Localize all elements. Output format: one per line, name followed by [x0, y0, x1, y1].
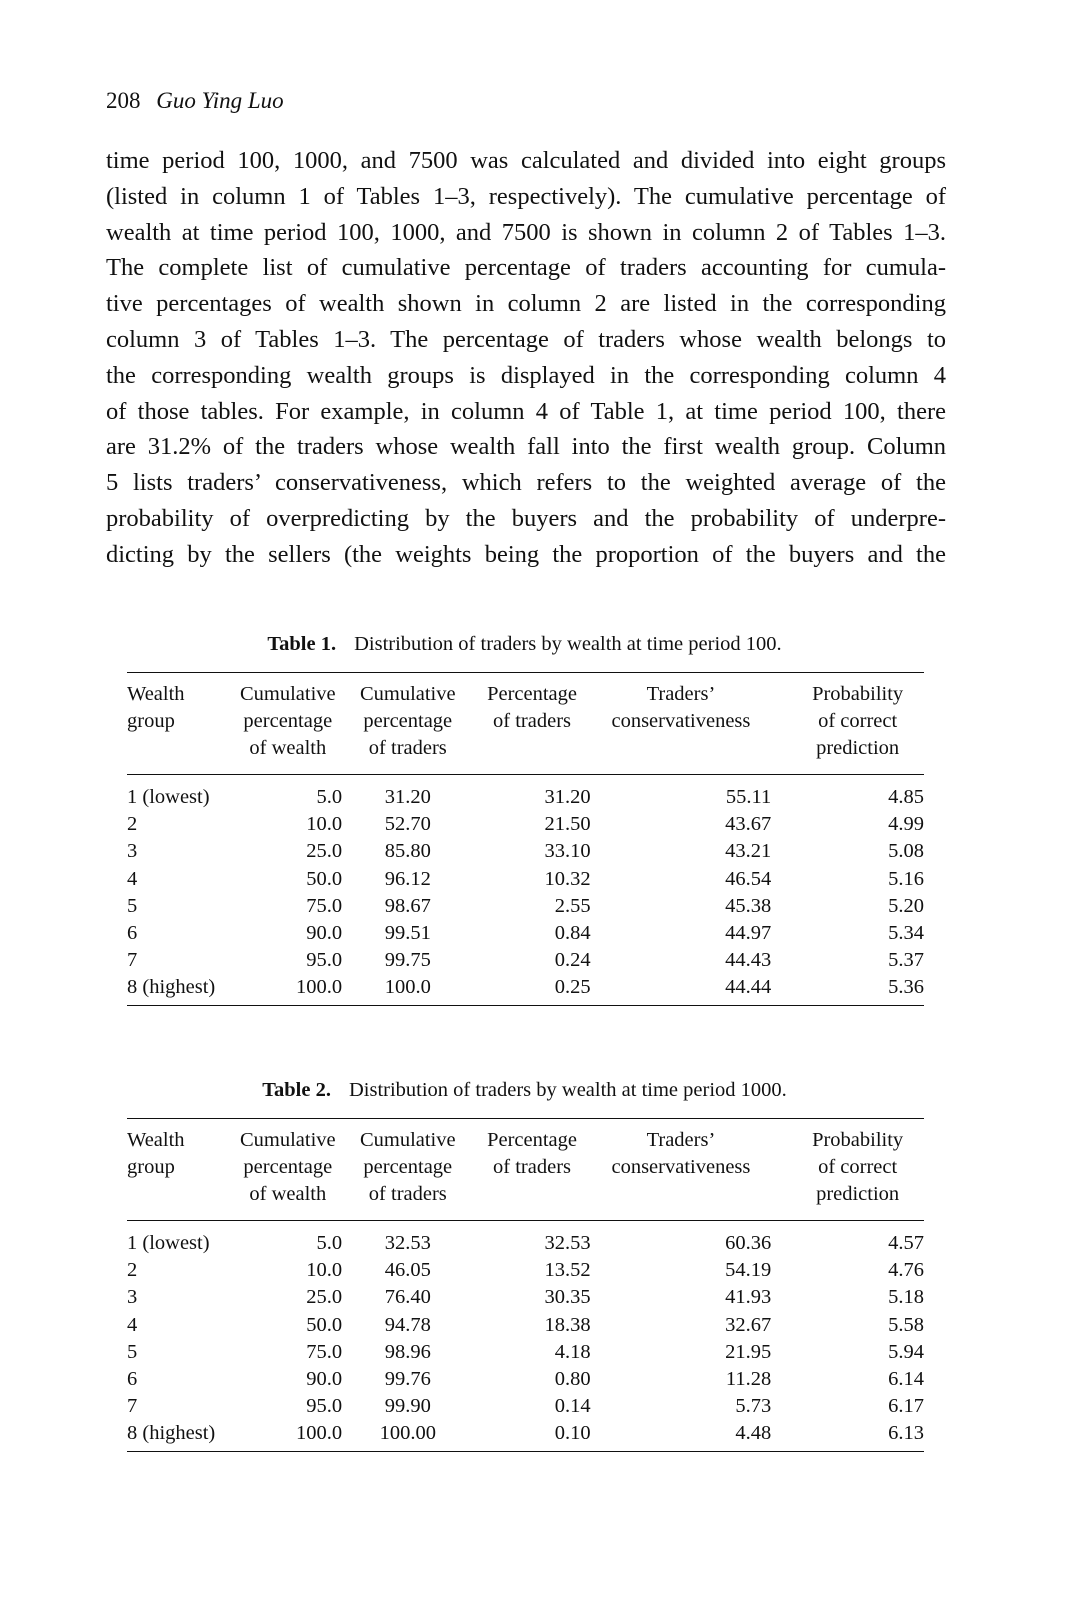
table-cell: 18.38 — [544, 1313, 591, 1336]
column-header-line: prediction — [816, 1183, 900, 1205]
column-header-line: of traders — [368, 1183, 447, 1205]
table-cell: 6 — [127, 1368, 138, 1391]
table-cell: 33.10 — [544, 840, 591, 863]
table-cell: 0.24 — [554, 949, 591, 972]
table-row — [127, 838, 924, 865]
table-cell: 5.16 — [888, 867, 924, 890]
table-cell: 32.53 — [384, 1232, 431, 1254]
body-line: are 31.2% of the traders whose wealth fall into the first wealth group. Column — [106, 433, 946, 461]
table-cell: 3 — [127, 1286, 138, 1309]
table-cell: 5.37 — [888, 949, 924, 972]
table-cell: 6.14 — [888, 1368, 924, 1391]
table-cell: 5.73 — [735, 1395, 772, 1418]
table-cell: 44.43 — [725, 949, 772, 972]
table-cell: 13.52 — [544, 1259, 591, 1282]
table-cell: 11.28 — [725, 1368, 772, 1391]
body-line: wealth at time period 100, 1000, and 7500 is shown in column 2 of Tables 1–3. — [106, 218, 946, 246]
table-cell: 5.94 — [888, 1340, 924, 1363]
column-header-line: Probability — [812, 1129, 904, 1151]
column-header — [473, 1119, 590, 1221]
table-row — [127, 1393, 924, 1420]
table-label: Table 1. — [267, 633, 337, 655]
table-cell: 95.0 — [306, 1395, 343, 1418]
table-cell: 43.67 — [725, 813, 772, 836]
table-cell: 99.51 — [384, 922, 431, 945]
table-cell: 3 — [127, 840, 138, 863]
table-cell: 32.67 — [725, 1313, 772, 1336]
column-header-line: Cumulative — [239, 1129, 336, 1151]
column-header — [771, 1119, 924, 1221]
column-header-line — [127, 735, 234, 762]
table-cell: 8 (highest) — [127, 1420, 234, 1451]
table-cell: 90.0 — [306, 1368, 343, 1391]
column-header-line: group — [127, 710, 175, 732]
table-row — [127, 1420, 924, 1451]
column-header-line — [591, 735, 772, 762]
table-cell: 98.67 — [384, 894, 431, 917]
table-cell: 5.0 — [316, 786, 343, 808]
table-row — [127, 920, 924, 947]
table-caption-text: Distribution of traders by wealth at time period 1000. — [348, 1079, 787, 1101]
column-header-line: Traders’ — [646, 1129, 716, 1151]
table-cell: 25.0 — [306, 840, 343, 863]
table-row — [127, 866, 924, 893]
table-cell: 4.76 — [888, 1259, 924, 1282]
table-cell: 2.55 — [554, 894, 591, 917]
table-cell: 100.0 — [234, 1420, 343, 1451]
table-row — [127, 1339, 924, 1366]
column-header-line: of wealth — [249, 737, 327, 759]
table-cell: 6 — [127, 922, 138, 945]
table-cell: 7 — [127, 949, 138, 972]
page-number: 208 — [106, 88, 141, 113]
table-cell: 0.80 — [554, 1368, 591, 1391]
table-cell: 10.0 — [306, 1259, 343, 1282]
table-cell: 10.0 — [306, 813, 343, 836]
column-header-line: percentage — [243, 710, 333, 732]
column-header — [127, 673, 234, 775]
column-header-line: Percentage — [487, 683, 577, 705]
column-header-line: Cumulative — [359, 1129, 456, 1151]
table-cell: 41.93 — [725, 1286, 772, 1309]
table-cell: 21.50 — [544, 813, 591, 836]
table-cell: 6.13 — [771, 1420, 924, 1451]
table-cell: 0.25 — [473, 974, 590, 1005]
table-row — [127, 893, 924, 920]
table-cell: 4.85 — [888, 786, 924, 808]
column-header-line: prediction — [816, 737, 900, 759]
column-header — [771, 673, 924, 775]
table-cell: 2 — [127, 1259, 138, 1282]
column-header-line: percentage — [363, 1156, 453, 1178]
table-cell: 43.21 — [725, 840, 772, 863]
table-cell: 100.00 — [342, 1420, 473, 1451]
table-cell: 5 — [127, 1340, 138, 1363]
table-cell: 45.38 — [725, 894, 772, 917]
table-cell: 52.70 — [384, 813, 431, 836]
table-cell: 6.17 — [888, 1395, 924, 1418]
column-header-line: conservativeness — [611, 710, 751, 732]
column-header-line — [473, 735, 590, 762]
table-cell: 25.0 — [306, 1286, 343, 1309]
body-line: of those tables. For example, in column 4 of Table 1, at time period 100, there — [106, 397, 946, 425]
column-header-line: Cumulative — [239, 683, 336, 705]
table-label: Table 2. — [262, 1079, 331, 1101]
column-header — [473, 673, 590, 775]
column-header-line: percentage — [363, 710, 453, 732]
table-cell: 4.18 — [554, 1340, 591, 1363]
column-header-line: Probability — [812, 683, 904, 705]
table-cell: 95.0 — [306, 949, 343, 972]
table-row — [127, 1284, 924, 1311]
table-header-row — [127, 673, 924, 775]
table-cell: 76.40 — [384, 1286, 431, 1309]
table-cell: 5.58 — [888, 1313, 924, 1336]
table-cell: 1 (lowest) — [127, 1232, 210, 1254]
table-row — [127, 1221, 924, 1258]
column-header-line: Percentage — [487, 1129, 577, 1151]
table-cell: 50.0 — [306, 867, 343, 890]
body-line: (listed in column 1 of Tables 1–3, respectively). The cumulative percentage of — [106, 182, 946, 210]
table-cell: 21.95 — [725, 1340, 772, 1363]
column-header — [342, 673, 473, 775]
column-header-line: of traders — [368, 737, 447, 759]
table-cell: 1 (lowest) — [127, 786, 210, 808]
table-cell: 98.96 — [384, 1340, 431, 1363]
table-cell: 8 (highest) — [127, 974, 234, 1005]
column-header-line: of traders — [493, 1156, 572, 1178]
column-header — [234, 1119, 343, 1221]
table-cell: 5.18 — [888, 1286, 924, 1309]
column-header — [234, 673, 343, 775]
body-line: The complete list of cumulative percentage of traders accounting for cumula- — [106, 254, 946, 282]
table-cell: 0.14 — [554, 1395, 591, 1418]
body-line: dicting by the sellers (the weights being the proportion of the buyers and the — [106, 540, 946, 568]
data-table — [127, 672, 924, 1006]
body-line: tive percentages of wealth shown in column 2 are listed in the corresponding — [106, 290, 946, 318]
data-table — [127, 1118, 924, 1452]
table-cell: 0.84 — [554, 922, 591, 945]
table-cell: 31.20 — [544, 786, 591, 808]
table-cell: 4.99 — [888, 813, 924, 836]
table-header-row — [127, 1119, 924, 1221]
body-line: 5 lists traders’ conservativeness, which refers to the weighted average of the — [106, 469, 946, 497]
column-header — [591, 1119, 772, 1221]
body-line: the corresponding wealth groups is displayed in the corresponding column 4 — [106, 361, 946, 389]
table-row — [127, 811, 924, 838]
column-header-line: of wealth — [249, 1183, 327, 1205]
table-cell: 5.36 — [771, 974, 924, 1005]
column-header-line — [473, 1181, 590, 1208]
table-cell: 54.19 — [725, 1259, 772, 1282]
table-cell: 4.48 — [591, 1420, 772, 1451]
column-header-line: of correct — [818, 710, 898, 732]
table-cell: 99.75 — [384, 949, 431, 972]
body-line: column 3 of Tables 1–3. The percentage of traders whose wealth belongs to — [106, 325, 946, 353]
table-cell: 44.97 — [725, 922, 772, 945]
column-header-line: percentage — [243, 1156, 333, 1178]
table-cell: 4.57 — [888, 1232, 924, 1254]
column-header-line: conservativeness — [611, 1156, 751, 1178]
table-row — [127, 947, 924, 974]
table-caption-text: Distribution of traders by wealth at time period 100. — [354, 633, 782, 655]
column-header-line: Cumulative — [359, 683, 456, 705]
table-cell: 7 — [127, 1395, 138, 1418]
table-cell: 90.0 — [306, 922, 343, 945]
table-cell: 5.34 — [888, 922, 924, 945]
column-header — [342, 1119, 473, 1221]
table-cell: 100.0 — [234, 974, 343, 1005]
table-cell: 46.05 — [384, 1259, 431, 1282]
table-cell: 60.36 — [725, 1232, 772, 1254]
table-cell: 96.12 — [384, 867, 431, 890]
table-cell: 4 — [127, 1313, 138, 1336]
body-paragraph — [106, 143, 946, 573]
column-header-line: group — [127, 1156, 175, 1178]
running-head — [106, 86, 284, 116]
table-cell: 94.78 — [384, 1313, 431, 1336]
table-cell: 50.0 — [306, 1313, 343, 1336]
table-cell: 55.11 — [725, 786, 772, 808]
table-cell: 31.20 — [384, 786, 431, 808]
table-cell: 5.20 — [888, 894, 924, 917]
table-cell: 4 — [127, 867, 138, 890]
table-cell: 5.0 — [316, 1232, 343, 1254]
column-header-line: Traders’ — [646, 683, 716, 705]
table-row — [127, 1257, 924, 1284]
table-row — [127, 974, 924, 1005]
body-line: time period 100, 1000, and 7500 was calculated and divided into eight groups — [106, 147, 946, 174]
column-header — [591, 673, 772, 775]
table-cell: 5.08 — [888, 840, 924, 863]
table-cell: 44.44 — [591, 974, 772, 1005]
body-line: probability of overpredicting by the buyers and the probability of underpre- — [106, 504, 946, 532]
column-header — [127, 1119, 234, 1221]
table-cell: 10.32 — [544, 867, 591, 890]
column-header-line: of correct — [818, 1156, 898, 1178]
table-cell: 75.0 — [306, 1340, 343, 1363]
table-cell: 0.10 — [473, 1420, 590, 1451]
table-cell: 100.0 — [342, 974, 473, 1005]
table-cell: 5 — [127, 894, 138, 917]
column-header-line: of traders — [493, 710, 572, 732]
column-header-line — [591, 1181, 772, 1208]
table-row — [127, 1366, 924, 1393]
table-row — [127, 1312, 924, 1339]
table-row — [127, 775, 924, 812]
table-cell: 75.0 — [306, 894, 343, 917]
column-header-line: Wealth — [127, 683, 185, 705]
table-cell: 46.54 — [725, 867, 772, 890]
table-cell: 30.35 — [544, 1286, 591, 1309]
table-cell: 99.76 — [384, 1368, 431, 1391]
table-cell: 99.90 — [384, 1395, 431, 1418]
column-header-line — [127, 1181, 234, 1208]
table-caption — [0, 631, 1049, 657]
column-header-line: Wealth — [127, 1129, 185, 1151]
table-cell: 2 — [127, 813, 138, 836]
table-caption — [0, 1077, 1049, 1103]
table-cell: 32.53 — [544, 1232, 591, 1254]
table-cell: 85.80 — [384, 840, 431, 863]
author-name: Guo Ying Luo — [156, 88, 284, 113]
